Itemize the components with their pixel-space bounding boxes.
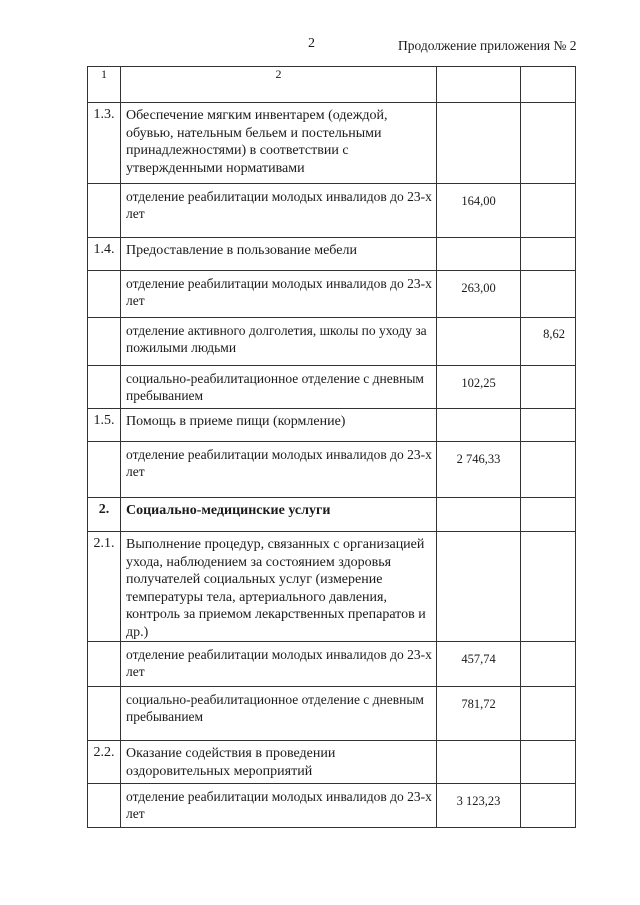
header-col-4 — [521, 67, 576, 103]
row-value-col3: 781,72 — [437, 687, 521, 741]
row-number: 1.5. — [88, 409, 121, 442]
row-value-col3: 3 123,23 — [437, 784, 521, 828]
row-value-col4 — [521, 238, 576, 271]
appendix-header: Продолжение приложения № 2 — [398, 38, 577, 53]
table-row — [88, 498, 576, 532]
header-col-3 — [437, 67, 521, 103]
row-description: отделение реабилитации молодых инвалидов до 23-х лет — [121, 442, 437, 498]
row-value-col3: 102,25 — [437, 366, 521, 409]
row-number — [88, 318, 121, 366]
row-value-col4 — [521, 687, 576, 741]
row-value-col3 — [437, 238, 521, 271]
row-value-col4 — [521, 741, 576, 784]
row-value-col3 — [437, 409, 521, 442]
row-value-col4: 8,62 — [521, 318, 576, 366]
table-row — [88, 271, 576, 318]
row-description: Помощь в приеме пищи (кормление) — [121, 409, 437, 442]
row-number: 1.4. — [88, 238, 121, 271]
row-value-col4 — [521, 784, 576, 828]
row-value-col4 — [521, 409, 576, 442]
page-number: 2 — [308, 36, 315, 51]
row-description: отделение реабилитации молодых инвалидов до 23-х лет — [121, 784, 437, 828]
table-row — [88, 642, 576, 687]
table-row — [88, 184, 576, 238]
row-description: Выполнение процедур, связанных с организацией ухода, наблюдением за состоянием здоровья получателей социальных услуг (измерение температуры тела, артериального давления, контроль за приемом лекарственных препаратов и др.) — [121, 532, 437, 642]
row-value-col3: 2 746,33 — [437, 442, 521, 498]
header-col-2: 2 — [121, 67, 437, 103]
row-value-col4 — [521, 103, 576, 184]
row-description: Обеспечение мягким инвентарем (одеждой, обувью, нательным бельем и постельными принадлежностями) в соответствии с утвержденными нормативами — [121, 103, 437, 184]
row-number: 2.1. — [88, 532, 121, 642]
row-description: Социально-медицинские услуги — [121, 498, 437, 532]
row-number — [88, 784, 121, 828]
row-value-col4 — [521, 442, 576, 498]
row-value-col4 — [521, 366, 576, 409]
table-row — [88, 409, 576, 442]
row-value-col3 — [437, 498, 521, 532]
row-number — [88, 184, 121, 238]
row-value-col3: 164,00 — [437, 184, 521, 238]
row-value-col3 — [437, 103, 521, 184]
row-number — [88, 366, 121, 409]
row-number — [88, 687, 121, 741]
row-value-col3 — [437, 318, 521, 366]
services-table — [87, 66, 576, 828]
table-row — [88, 366, 576, 409]
row-description: отделение активного долголетия, школы по уходу за пожилыми людьми — [121, 318, 437, 366]
table-row — [88, 784, 576, 828]
row-value-col4 — [521, 184, 576, 238]
row-description: социально-реабилитационное отделение с дневным пребыванием — [121, 366, 437, 409]
row-number — [88, 442, 121, 498]
row-value-col3 — [437, 741, 521, 784]
table-row — [88, 687, 576, 741]
row-description: отделение реабилитации молодых инвалидов до 23-х лет — [121, 271, 437, 318]
row-description: социально-реабилитационное отделение с дневным пребыванием — [121, 687, 437, 741]
table-row — [88, 741, 576, 784]
table-row — [88, 238, 576, 271]
row-value-col3: 457,74 — [437, 642, 521, 687]
row-value-col4 — [521, 642, 576, 687]
row-number — [88, 642, 121, 687]
table-row — [88, 532, 576, 642]
row-number: 1.3. — [88, 103, 121, 184]
row-number: 2.2. — [88, 741, 121, 784]
table-row — [88, 442, 576, 498]
row-description: отделение реабилитации молодых инвалидов до 23-х лет — [121, 642, 437, 687]
row-value-col4 — [521, 532, 576, 642]
table-row — [88, 318, 576, 366]
row-value-col3 — [437, 532, 521, 642]
table-row — [88, 103, 576, 184]
row-description: Предоставление в пользование мебели — [121, 238, 437, 271]
row-number: 2. — [88, 498, 121, 532]
table-header-row — [88, 67, 576, 103]
row-number — [88, 271, 121, 318]
row-description: Оказание содействия в проведении оздоровительных мероприятий — [121, 741, 437, 784]
header-col-1: 1 — [88, 67, 121, 103]
row-description: отделение реабилитации молодых инвалидов до 23-х лет — [121, 184, 437, 238]
row-value-col4 — [521, 271, 576, 318]
row-value-col3: 263,00 — [437, 271, 521, 318]
row-value-col4 — [521, 498, 576, 532]
